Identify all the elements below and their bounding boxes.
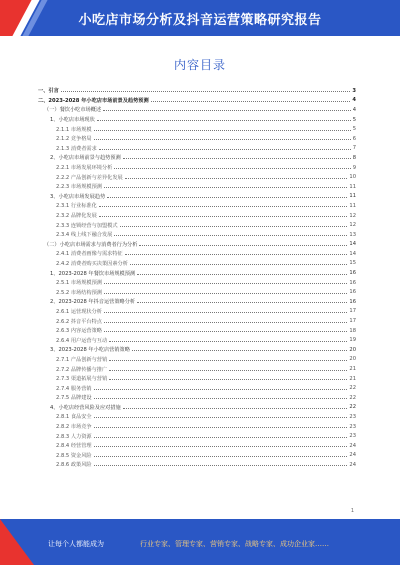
toc-entry-page: 21 [349, 375, 356, 382]
toc-leader-dots [109, 370, 347, 371]
toc-entry-label: 2.2.3 市场规模预测 [56, 184, 102, 191]
toc-entry-label: 2.1.1 市场规模 [56, 126, 92, 133]
toc-entry-label: 2、2023-2028 年抖音运营策略分析 [50, 299, 136, 306]
toc-entry[interactable] [38, 441, 356, 451]
toc-entry-label: 2.2.2 产品创新与差异化发展 [56, 174, 123, 181]
toc-entry-label: 3、2023-2028 年小吃店营销策略 [50, 347, 130, 354]
toc-entry-label: 2.3.1 行业标准化 [56, 203, 97, 210]
toc-entry[interactable] [38, 201, 356, 211]
toc-entry-page: 4 [352, 97, 356, 104]
toc-entry-page: 23 [349, 413, 356, 420]
footer-lead-text: 让每个人都能成为 [48, 540, 104, 548]
toc-entry-page: 11 [349, 183, 356, 190]
toc-entry-label: 2.4.2 消费者购买决策因素分析 [56, 260, 128, 267]
toc-leader-dots [123, 408, 348, 409]
toc-entry-page: 7 [352, 145, 356, 152]
toc-entry-page: 14 [349, 250, 356, 257]
toc-entry-label: 2.3.4 线上线下融合发展 [56, 232, 113, 239]
toc-leader-dots [94, 456, 348, 457]
toc-entry-page: 17 [349, 318, 356, 325]
toc-leader-dots [104, 312, 347, 313]
toc-entry[interactable] [38, 412, 356, 422]
toc-leader-dots [104, 331, 347, 332]
toc-entry-page: 10 [349, 174, 356, 181]
toc-entry-page: 4 [352, 106, 356, 113]
toc-leader-dots [97, 120, 351, 121]
toc-leader-dots [94, 417, 348, 418]
toc-entry-label: 2.7.1 产品创新与营销 [56, 356, 108, 363]
toc-entry-label: 2.1.3 消费者需求 [56, 145, 97, 152]
toc-entry-label: 2.2.1 市场发展环境分析 [56, 165, 113, 172]
toc-entry-label: （一）餐饮小吃市场概述 [44, 107, 102, 114]
toc-entry-label: 2.4.1 消费者画像与需求特征 [56, 251, 123, 258]
toc-entry[interactable] [38, 345, 356, 355]
toc-leader-dots [120, 226, 348, 227]
toc-entry-label: 一、引言 [38, 88, 59, 95]
toc-entry-page: 22 [349, 404, 356, 411]
toc-entry-page: 19 [349, 337, 356, 344]
toc-leader-dots [125, 178, 348, 179]
toc-entry[interactable] [38, 335, 356, 345]
footer-tagline: 行业专家、管理专家、营销专家、战略专家、成功企业家…… [140, 540, 329, 548]
toc-entry-page: 22 [349, 394, 356, 401]
toc-entry-label: 2.3.2 品牌化发展 [56, 213, 97, 220]
toc-entry[interactable] [38, 326, 356, 336]
toc-leader-dots [104, 293, 347, 294]
toc-leader-dots [94, 427, 348, 428]
toc-entry-label: 二、2023-2028 年小吃店市场前景及趋势预测 [38, 97, 149, 104]
toc-entry-page: 9 [352, 164, 356, 171]
toc-entry[interactable] [38, 374, 356, 384]
footer-banner [0, 519, 400, 565]
toc-entry-page: 5 [352, 116, 356, 123]
toc-leader-dots [99, 206, 348, 207]
toc-entry[interactable] [38, 460, 356, 470]
toc-entry-page: 23 [349, 423, 356, 430]
toc-entry[interactable] [38, 364, 356, 374]
toc-entry[interactable] [38, 287, 356, 297]
toc-entry[interactable] [38, 192, 356, 202]
toc-entry[interactable] [38, 278, 356, 288]
toc-entry-page: 22 [349, 385, 356, 392]
toc-entry[interactable] [38, 393, 356, 403]
toc-entry-page: 11 [349, 193, 356, 200]
toc-entry-label: 3、小吃店市场发展趋势 [50, 193, 106, 200]
toc-entry[interactable] [38, 96, 356, 106]
toc-entry[interactable] [38, 182, 356, 192]
toc-entry[interactable] [38, 355, 356, 365]
toc-leader-dots [99, 216, 348, 217]
toc-heading: 内容目录 [173, 58, 226, 72]
toc-entry-label: 2.7.5 品牌建设 [56, 395, 92, 402]
toc-entry[interactable] [38, 422, 356, 432]
toc-entry-page: 5 [352, 126, 356, 133]
toc-entry-page: 6 [352, 135, 356, 142]
toc-entry-label: 2.7.3 渠道拓展与营销 [56, 376, 108, 383]
toc-entry-page: 24 [349, 461, 356, 468]
toc-leader-dots [104, 283, 347, 284]
toc-entry[interactable] [38, 163, 356, 173]
toc-entry[interactable] [38, 211, 356, 221]
toc-entry[interactable] [38, 383, 356, 393]
toc-entry-page: 15 [349, 260, 356, 267]
toc-entry-page: 24 [349, 452, 356, 459]
toc-entry[interactable] [38, 316, 356, 326]
toc-entry-label: 4、小吃店经营风险及应对措施 [50, 404, 121, 411]
toc-leader-dots [107, 197, 347, 198]
toc-entry[interactable] [38, 230, 356, 240]
toc-entry-label: 2.8.3 人力资源 [56, 433, 92, 440]
toc-entry[interactable] [38, 105, 356, 115]
toc-leader-dots [99, 149, 351, 150]
report-title: 小吃店市场分析及抖音运营策略研究报告 [78, 13, 322, 28]
toc-leader-dots [94, 139, 351, 140]
toc-entry-label: 2.7.4 服务营销 [56, 385, 92, 392]
header-banner [0, 0, 400, 36]
toc-entry-page: 24 [349, 442, 356, 449]
toc-entry-page: 23 [349, 433, 356, 440]
toc-leader-dots [123, 158, 351, 159]
toc-entry-label: 2.8.6 政策风险 [56, 462, 92, 469]
toc-leader-dots [104, 187, 347, 188]
toc-entry[interactable] [38, 268, 356, 278]
toc-leader-dots [132, 350, 347, 351]
toc-entry[interactable] [38, 240, 356, 250]
toc-entry-page: 16 [349, 270, 356, 277]
toc-leader-dots [109, 341, 347, 342]
toc-leader-dots [114, 168, 350, 169]
toc-entry-page: 16 [349, 298, 356, 305]
toc-entry-page: 21 [349, 366, 356, 373]
toc-entry-label: 2.7.2 品牌传播与推广 [56, 366, 108, 373]
toc-entry-page: 20 [349, 346, 356, 353]
toc-entry-page: 16 [349, 289, 356, 296]
page-number: 1 [350, 508, 354, 514]
toc-entry[interactable] [38, 220, 356, 230]
toc-leader-dots [61, 91, 351, 92]
toc-entry-label: 2.8.2 市场竞争 [56, 424, 92, 431]
toc-entry-label: 1、小吃店市场现状 [50, 117, 95, 124]
toc-entry[interactable] [38, 172, 356, 182]
toc-entry[interactable] [38, 86, 356, 96]
toc-entry-label: 2.6.2 抖音平台特点 [56, 318, 102, 325]
toc-entry[interactable] [38, 431, 356, 441]
toc-entry-page: 8 [352, 154, 356, 161]
toc-entry-label: （二）小吃店市场需求与消费者行为分析 [44, 241, 138, 248]
toc-entry-page: 11 [349, 202, 356, 209]
toc-entry-page: 18 [349, 327, 356, 334]
toc-entry-label: 2.8.1 食品安全 [56, 414, 92, 421]
toc-leader-dots [94, 465, 348, 466]
toc-entry-page: 3 [352, 87, 356, 94]
toc-entry-label: 2、小吃店市场前景与趋势预测 [50, 155, 121, 162]
toc-leader-dots [137, 302, 347, 303]
toc-entry-page: 12 [349, 222, 356, 229]
toc-entry-page: 17 [349, 308, 356, 315]
toc-leader-dots [130, 264, 347, 265]
toc-entry[interactable] [38, 144, 356, 154]
toc-entry-label: 2.6.4 用户运营与互动 [56, 337, 108, 344]
toc-entry[interactable] [38, 153, 356, 163]
toc-entry-label: 2.6.1 运营现状分析 [56, 308, 102, 315]
toc-entry[interactable] [38, 124, 356, 134]
toc-entry-label: 2.3.3 连锁经营与加盟模式 [56, 222, 118, 229]
toc-entry-label: 2.8.4 经营管理 [56, 443, 92, 450]
toc-leader-dots [94, 398, 348, 399]
footer-red-triangle [0, 519, 34, 565]
toc-entry[interactable] [38, 249, 356, 259]
toc-leader-dots [139, 245, 347, 246]
toc-leader-dots [109, 379, 347, 380]
toc-leader-dots [137, 274, 347, 275]
toc-leader-dots [94, 446, 348, 447]
toc-leader-dots [104, 322, 347, 323]
toc-entry-page: 20 [349, 356, 356, 363]
toc-entry-label: 2.6.3 内容运营策略 [56, 328, 102, 335]
toc-entry-label: 2.8.5 资金风险 [56, 452, 92, 459]
toc-entry-label: 2.5.2 市场结构预测 [56, 289, 102, 296]
toc-entry[interactable] [38, 297, 356, 307]
toc-entry[interactable] [38, 259, 356, 269]
toc-entry-page: 16 [349, 279, 356, 286]
toc-leader-dots [94, 130, 351, 131]
toc-leader-dots [94, 437, 348, 438]
toc-entry[interactable] [38, 115, 356, 125]
toc-leader-dots [109, 360, 347, 361]
toc-leader-dots [114, 235, 347, 236]
toc-entry-page: 13 [349, 231, 356, 238]
toc-entry[interactable] [38, 134, 356, 144]
toc-entry-page: 14 [349, 241, 356, 248]
toc-leader-dots [94, 389, 348, 390]
toc-entry-page: 12 [349, 212, 356, 219]
toc-entry[interactable] [38, 403, 356, 413]
toc-leader-dots [151, 101, 351, 102]
toc-leader-dots [103, 110, 351, 111]
table-of-contents [38, 86, 356, 470]
toc-entry-label: 2.1.2 竞争格局 [56, 136, 92, 143]
toc-leader-dots [125, 254, 348, 255]
toc-entry-label: 1、2023-2028 年餐饮市场规模预测 [50, 270, 136, 277]
toc-entry[interactable] [38, 307, 356, 317]
toc-entry[interactable] [38, 451, 356, 461]
toc-entry-label: 2.5.1 市场规模预测 [56, 280, 102, 287]
